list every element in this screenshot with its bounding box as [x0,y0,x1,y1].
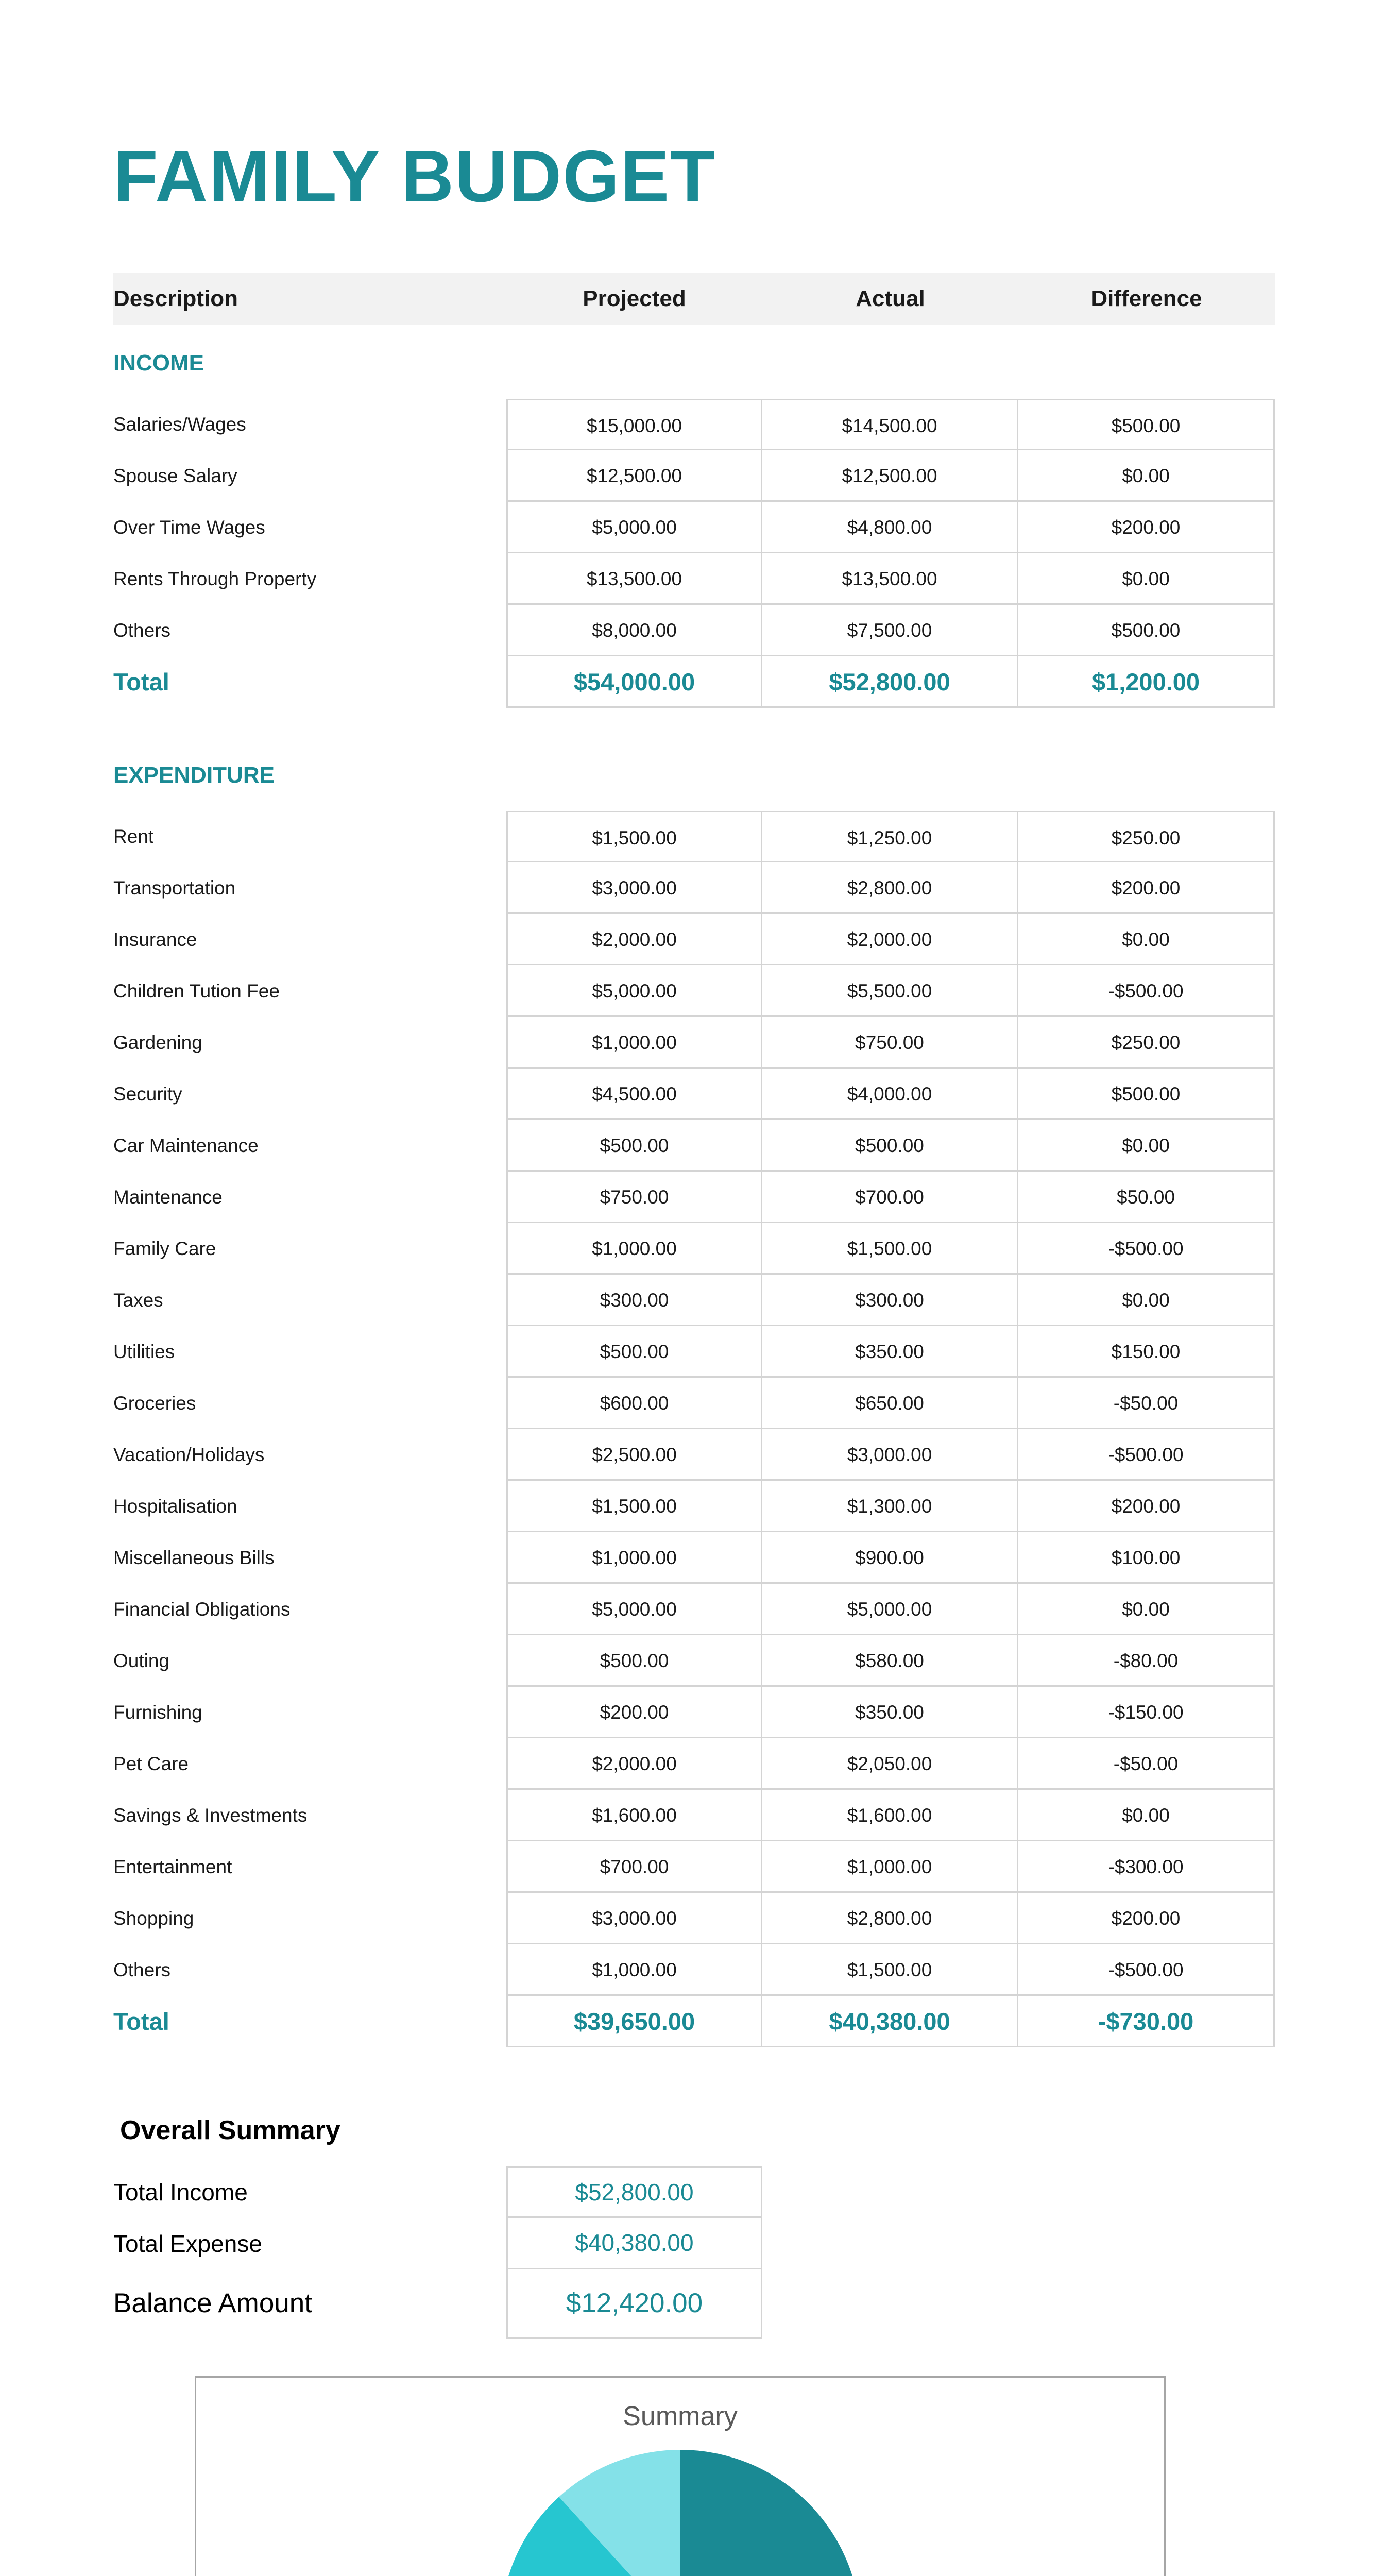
projected-cell: $13,500.00 [506,553,762,605]
table-row [113,1584,1275,1635]
actual-cell: $12,500.00 [762,450,1018,502]
table-row [113,1790,1275,1841]
difference-cell: $0.00 [1018,553,1275,605]
projected-cell: $1,600.00 [506,1790,762,1841]
table-row [113,1017,1275,1069]
summary-income-value: $52,800.00 [506,2166,762,2218]
difference-cell: -$500.00 [1018,965,1275,1017]
table-row [113,1893,1275,1944]
summary-balance-value: $12,420.00 [506,2268,762,2339]
header-description: Description [113,286,238,311]
summary-expense-value: $40,380.00 [506,2216,762,2269]
actual-cell: $14,500.00 [762,399,1018,450]
table-row [113,965,1275,1017]
difference-cell: $0.00 [1018,1584,1275,1635]
projected-cell: $500.00 [506,1635,762,1687]
projected-cell: $8,000.00 [506,605,762,656]
table-row [113,553,1275,605]
summary-pie-chart [500,2450,861,2576]
difference-cell: -$300.00 [1018,1841,1275,1893]
row-label: Others [113,620,171,641]
difference-cell: $250.00 [1018,1017,1275,1069]
row-label: Furnishing [113,1702,202,1723]
actual-cell: $1,250.00 [762,811,1018,862]
difference-cell: $150.00 [1018,1326,1275,1378]
table-row [113,502,1275,553]
actual-cell: $40,380.00 [762,1996,1018,2047]
projected-cell: $500.00 [506,1326,762,1378]
row-label: Rent [113,826,154,847]
row-label: Gardening [113,1032,202,1053]
difference-cell: $500.00 [1018,1069,1275,1120]
row-label: Outing [113,1650,170,1671]
row-label: Salaries/Wages [113,414,246,435]
projected-cell: $600.00 [506,1378,762,1429]
projected-cell: $1,000.00 [506,1223,762,1275]
actual-cell: $350.00 [762,1326,1018,1378]
row-label: Transportation [113,877,236,899]
projected-cell: $2,000.00 [506,1738,762,1790]
table-row [113,1738,1275,1790]
actual-cell: $2,000.00 [762,914,1018,965]
actual-cell: $13,500.00 [762,553,1018,605]
row-label: Others [113,1959,171,1980]
table-row [113,1326,1275,1378]
table-row [113,399,1275,450]
projected-cell: $1,000.00 [506,1017,762,1069]
difference-cell: -$150.00 [1018,1687,1275,1738]
difference-cell: -$50.00 [1018,1738,1275,1790]
table-row [113,1120,1275,1172]
table-row [113,605,1275,656]
projected-cell: $3,000.00 [506,1893,762,1944]
projected-cell: $15,000.00 [506,399,762,450]
header-difference: Difference [1091,286,1202,311]
difference-cell: $50.00 [1018,1172,1275,1223]
table-row [113,862,1275,914]
row-label: Maintenance [113,1187,223,1208]
table-row [113,1635,1275,1687]
table-row [113,1275,1275,1326]
actual-cell: $52,800.00 [762,656,1018,708]
row-label: Vacation/Holidays [113,1444,265,1465]
table-row [113,1223,1275,1275]
difference-cell: -$500.00 [1018,1944,1275,1996]
summary-income-row [113,2166,762,2218]
actual-cell: $350.00 [762,1687,1018,1738]
row-label: Miscellaneous Bills [113,1547,275,1568]
row-label: Spouse Salary [113,465,237,486]
actual-cell: $4,800.00 [762,502,1018,553]
row-label: Rents Through Property [113,568,317,589]
actual-cell: $2,800.00 [762,862,1018,914]
expenditure-heading: EXPENDITURE [113,762,275,788]
table-row [113,1481,1275,1532]
actual-cell: $2,800.00 [762,1893,1018,1944]
projected-cell: $1,500.00 [506,1481,762,1532]
actual-cell: $750.00 [762,1017,1018,1069]
row-label: Entertainment [113,1856,232,1877]
projected-cell: $5,000.00 [506,965,762,1017]
difference-cell: $500.00 [1018,605,1275,656]
difference-cell: $200.00 [1018,862,1275,914]
difference-cell: $100.00 [1018,1532,1275,1584]
row-label: Security [113,1083,182,1105]
table-row [113,450,1275,502]
summary-expense-label: Total Expense [113,2230,262,2257]
actual-cell: $1,300.00 [762,1481,1018,1532]
actual-cell: $1,500.00 [762,1944,1018,1996]
table-row [113,914,1275,965]
difference-cell: -$50.00 [1018,1378,1275,1429]
projected-cell: $750.00 [506,1172,762,1223]
actual-cell: $5,500.00 [762,965,1018,1017]
table-row [113,1069,1275,1120]
page-title: FAMILY BUDGET [113,135,716,217]
difference-cell: $250.00 [1018,811,1275,862]
table-row [113,1172,1275,1223]
actual-cell: $650.00 [762,1378,1018,1429]
projected-cell: $5,000.00 [506,502,762,553]
actual-cell: $900.00 [762,1532,1018,1584]
expenditure-total-row [113,1996,1275,2047]
table-row [113,1944,1275,1996]
row-label: Over Time Wages [113,517,265,538]
difference-cell: $0.00 [1018,1275,1275,1326]
difference-cell: $200.00 [1018,1481,1275,1532]
actual-cell: $700.00 [762,1172,1018,1223]
row-label: Insurance [113,929,197,950]
row-label: Savings & Investments [113,1805,308,1826]
chart-title: Summary [623,2401,738,2431]
column-header-row [113,273,1275,325]
row-label: Shopping [113,1908,194,1929]
row-label: Car Maintenance [113,1135,259,1156]
actual-cell: $1,600.00 [762,1790,1018,1841]
table-row [113,1532,1275,1584]
row-label: Total [113,668,169,696]
difference-cell: $0.00 [1018,914,1275,965]
table-row [113,1841,1275,1893]
table-row [113,811,1275,862]
difference-cell: -$730.00 [1018,1996,1275,2047]
projected-cell: $700.00 [506,1841,762,1893]
header-actual: Actual [856,286,925,311]
actual-cell: $1,500.00 [762,1223,1018,1275]
summary-income-label: Total Income [113,2179,248,2206]
actual-cell: $5,000.00 [762,1584,1018,1635]
projected-cell: $1,000.00 [506,1944,762,1996]
summary-expense-row [113,2218,762,2269]
row-label: Taxes [113,1290,163,1311]
row-label: Groceries [113,1393,196,1414]
projected-cell: $500.00 [506,1120,762,1172]
projected-cell: $54,000.00 [506,656,762,708]
projected-cell: $2,500.00 [506,1429,762,1481]
difference-cell: $0.00 [1018,1120,1275,1172]
summary-balance-row [113,2268,762,2339]
actual-cell: $1,000.00 [762,1841,1018,1893]
summary-chart [195,2376,1166,2576]
actual-cell: $7,500.00 [762,605,1018,656]
actual-cell: $500.00 [762,1120,1018,1172]
projected-cell: $5,000.00 [506,1584,762,1635]
summary-balance-label: Balance Amount [113,2288,312,2318]
difference-cell: $0.00 [1018,450,1275,502]
table-row [113,1378,1275,1429]
difference-cell: $1,200.00 [1018,656,1275,708]
projected-cell: $3,000.00 [506,862,762,914]
difference-cell: $200.00 [1018,1893,1275,1944]
projected-cell: $1,500.00 [506,811,762,862]
row-label: Financial Obligations [113,1599,291,1620]
projected-cell: $12,500.00 [506,450,762,502]
difference-cell: $500.00 [1018,399,1275,450]
summary-heading: Overall Summary [120,2115,340,2145]
row-label: Children Tution Fee [113,980,280,1002]
projected-cell: $4,500.00 [506,1069,762,1120]
projected-cell: $300.00 [506,1275,762,1326]
income-heading: INCOME [113,350,204,376]
projected-cell: $39,650.00 [506,1996,762,2047]
actual-cell: $2,050.00 [762,1738,1018,1790]
row-label: Hospitalisation [113,1496,237,1517]
row-label: Total [113,2008,169,2035]
pie-slice-total-income [680,2450,861,2576]
income-total-row [113,656,1275,708]
projected-cell: $200.00 [506,1687,762,1738]
difference-cell: -$80.00 [1018,1635,1275,1687]
actual-cell: $3,000.00 [762,1429,1018,1481]
actual-cell: $300.00 [762,1275,1018,1326]
projected-cell: $2,000.00 [506,914,762,965]
actual-cell: $4,000.00 [762,1069,1018,1120]
row-label: Utilities [113,1341,175,1362]
header-projected: Projected [583,286,686,311]
actual-cell: $580.00 [762,1635,1018,1687]
projected-cell: $1,000.00 [506,1532,762,1584]
row-label: Pet Care [113,1753,189,1774]
row-label: Family Care [113,1238,216,1259]
difference-cell: $0.00 [1018,1790,1275,1841]
table-row [113,1429,1275,1481]
table-row [113,1687,1275,1738]
difference-cell: -$500.00 [1018,1223,1275,1275]
difference-cell: $200.00 [1018,502,1275,553]
difference-cell: -$500.00 [1018,1429,1275,1481]
